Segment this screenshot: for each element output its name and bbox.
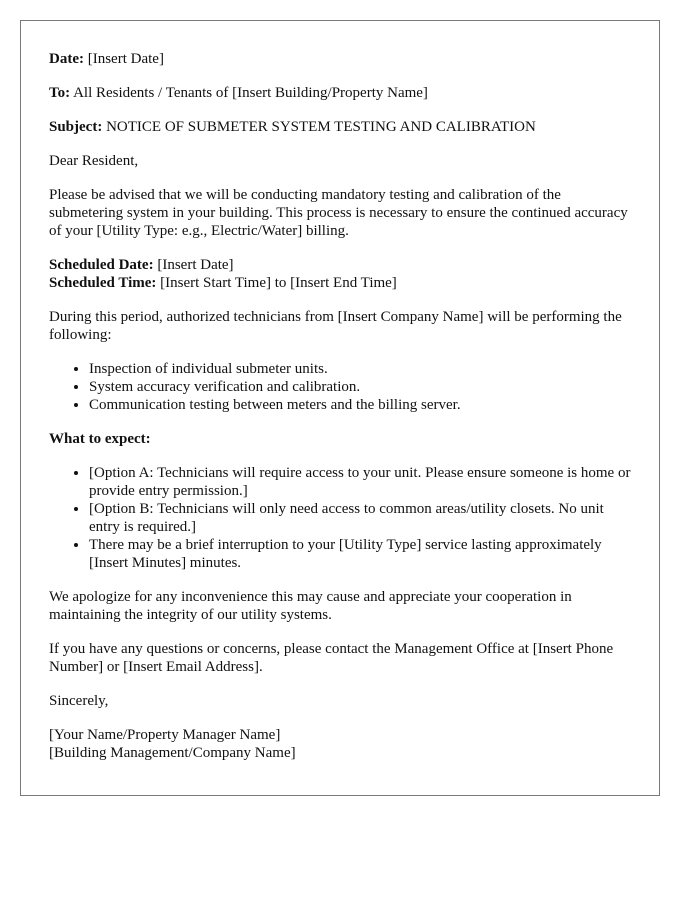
scheduled-date-value: [Insert Date] [157,257,234,273]
signoff: Sincerely, [49,693,109,709]
recipient-line [49,84,631,102]
expect-heading [49,430,631,448]
intro-paragraph: Please be advised that we will be conducting mandatory testing and calibration of the submetering system in your building. This process is necessary to ensure the continued accuracy of your [Utility Type: e.g., Electric/Water] billing. [49,187,628,239]
apology-paragraph: We apologize for any inconvenience this may cause and appreciate your cooperation in maintaining the integrity of our utility systems. [49,589,572,623]
period-intro-paragraph: During this period, authorized technicians from [Insert Company Name] will be performing the following: [49,309,622,343]
subject-value: NOTICE OF SUBMETER SYSTEM TESTING AND CALIBRATION [106,119,536,135]
task-item: • Communication testing between meters and the billing server. [89,396,631,414]
task-list [49,360,631,414]
task-item: • System accuracy verification and calibration. [89,378,631,396]
date-line [49,50,631,68]
scheduled-date-line [49,256,631,274]
scheduled-time-label: Scheduled Time: [49,275,157,291]
date-value: [Insert Date] [87,51,164,67]
expectation-list [49,464,631,572]
subject-label: Subject: [49,119,103,135]
scheduled-time-value: [Insert Start Time] to [Insert End Time] [160,275,397,291]
subject-line [49,118,631,136]
date-label: Date: [49,51,84,67]
scheduled-date-label: Scheduled Date: [49,257,154,273]
recipient-value: All Residents / Tenants of [Insert Building/Property Name] [73,85,428,101]
notice-letter [20,20,660,796]
scheduled-time-line [49,274,631,292]
expectation-item: • [Option B: Technicians will only need access to common areas/utility closets. No unit entry is required.] [89,500,631,536]
expectation-item: • [Option A: Technicians will require access to your unit. Please ensure someone is home or provide entry permission.] [89,464,631,500]
signer-name: [Your Name/Property Manager Name] [49,727,281,743]
expectation-item: • There may be a brief interruption to your [Utility Type] service lasting approximately [Insert Minutes] minutes. [89,536,631,572]
expect-heading-text: What to expect: [49,431,151,447]
recipient-label: To: [49,85,71,101]
salutation: Dear Resident, [49,153,139,169]
task-item: • Inspection of individual submeter units. [89,360,631,378]
signer-company: [Building Management/Company Name] [49,745,296,761]
contact-paragraph: If you have any questions or concerns, please contact the Management Office at [Insert Phone Number] or [Insert Email Address]. [49,641,614,675]
